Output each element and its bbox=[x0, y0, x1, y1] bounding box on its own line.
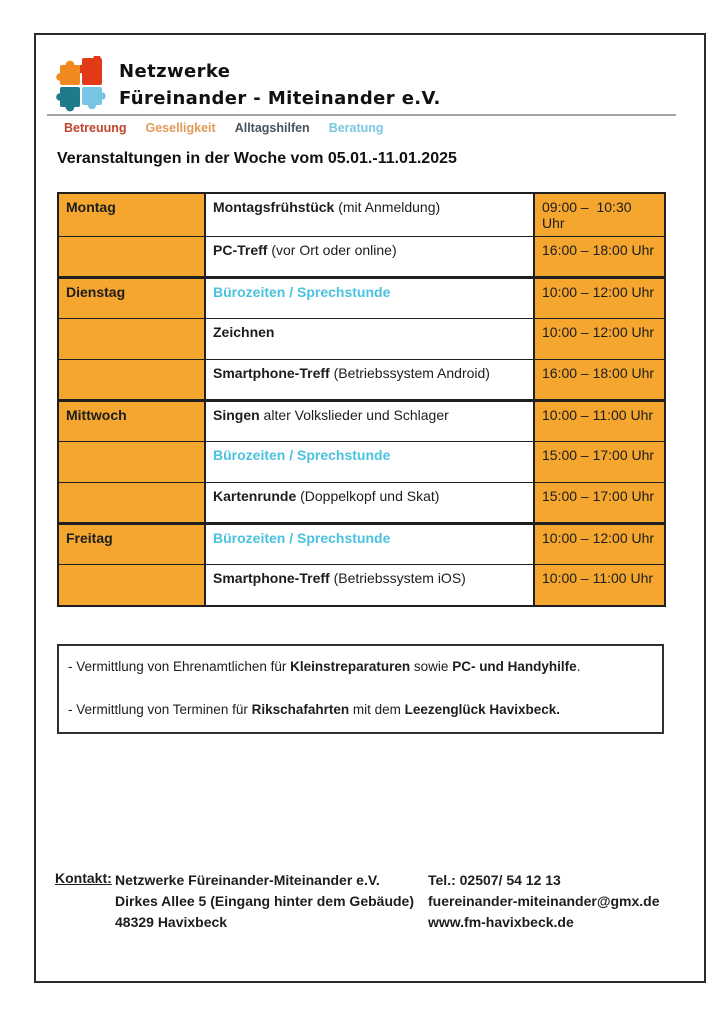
time-cell: 10:00 – 11:00 Uhr bbox=[534, 401, 665, 442]
activity-title: Bürozeiten / Sprechstunde bbox=[213, 447, 391, 463]
day-cell: Freitag bbox=[58, 524, 205, 565]
time-cell: 16:00 – 18:00 Uhr bbox=[534, 237, 665, 278]
table-row bbox=[58, 319, 665, 360]
time-cell: 15:00 – 17:00 Uhr bbox=[534, 483, 665, 524]
time-cell: 15:00 – 17:00 Uhr bbox=[534, 442, 665, 483]
activity-cell bbox=[205, 278, 534, 319]
contact-org: Netzwerke Füreinander-Miteinander e.V. bbox=[115, 872, 380, 888]
org-title-line1: Netzwerke bbox=[119, 61, 231, 82]
activity-detail: (vor Ort oder online) bbox=[267, 242, 397, 258]
activity-title: Montagsfrühstück bbox=[213, 199, 335, 215]
service-text: . bbox=[576, 659, 581, 674]
contact-street: Dirkes Allee 5 (Eingang hinter dem Gebäude) bbox=[115, 893, 414, 909]
table-row bbox=[58, 193, 665, 237]
table-row bbox=[58, 237, 665, 278]
activity-cell bbox=[205, 237, 534, 278]
org-title-line2: Füreinander - Miteinander e.V. bbox=[119, 88, 441, 109]
table-row bbox=[58, 524, 665, 565]
activity-title: Smartphone-Treff bbox=[213, 365, 330, 381]
day-cell bbox=[58, 483, 205, 524]
activity-title: Smartphone-Treff bbox=[213, 570, 330, 586]
contact-address bbox=[115, 870, 414, 933]
activity-detail: (mit Anmeldung) bbox=[334, 199, 441, 215]
service-line-rikscha bbox=[68, 701, 653, 718]
activity-detail: (Betriebssystem Android) bbox=[329, 365, 490, 381]
page-title: Veranstaltungen in der Woche vom 05.01.-11.01.2025 bbox=[57, 150, 457, 167]
service-text-bold: Rikschafahrten bbox=[251, 702, 350, 717]
activity-cell bbox=[205, 401, 534, 442]
activity-detail: (Doppelkopf und Skat) bbox=[296, 488, 440, 504]
service-text: - Vermittlung von Ehrenamtlichen für bbox=[68, 659, 291, 674]
activity-cell bbox=[205, 442, 534, 483]
time-cell: 10:00 – 12:00 Uhr bbox=[534, 524, 665, 565]
services-box bbox=[57, 644, 664, 734]
service-text: mit dem bbox=[349, 702, 405, 717]
day-cell bbox=[58, 237, 205, 278]
schedule-table bbox=[57, 192, 666, 607]
service-text: sowie bbox=[410, 659, 453, 674]
contact-email: fuereinander-miteinander@gmx.de bbox=[428, 893, 660, 909]
contact-details bbox=[428, 870, 659, 933]
service-text-bold: Leezenglück Havixbeck. bbox=[404, 702, 560, 717]
activity-title: Zeichnen bbox=[213, 324, 275, 340]
day-cell: Dienstag bbox=[58, 278, 205, 319]
time-cell: 16:00 – 18:00 Uhr bbox=[534, 360, 665, 401]
activity-title: Bürozeiten / Sprechstunde bbox=[213, 530, 391, 546]
org-title bbox=[119, 58, 441, 112]
day-cell bbox=[58, 360, 205, 401]
activity-cell bbox=[205, 360, 534, 401]
service-line-repairs bbox=[68, 658, 653, 675]
table-row bbox=[58, 483, 665, 524]
activity-cell bbox=[205, 319, 534, 360]
category-row bbox=[64, 121, 384, 135]
contact-web: www.fm-havixbeck.de bbox=[428, 914, 574, 930]
activity-title: Kartenrunde bbox=[213, 488, 297, 504]
activity-cell bbox=[205, 565, 534, 606]
contact-label: Kontakt: bbox=[55, 870, 112, 886]
activity-title: PC-Treff bbox=[213, 242, 268, 258]
day-cell: Montag bbox=[58, 193, 205, 237]
day-cell bbox=[58, 565, 205, 606]
service-text-bold: PC- und Handyhilfe bbox=[452, 659, 577, 674]
header-divider bbox=[47, 114, 676, 116]
category-beratung: Beratung bbox=[328, 121, 384, 135]
puzzle-logo-icon bbox=[56, 56, 110, 114]
activity-cell bbox=[205, 483, 534, 524]
time-cell: 10:00 – 12:00 Uhr bbox=[534, 319, 665, 360]
category-geselligkeit: Geselligkeit bbox=[145, 121, 216, 135]
contact-phone: Tel.: 02507/ 54 12 13 bbox=[428, 872, 561, 888]
activity-title: Bürozeiten / Sprechstunde bbox=[213, 284, 391, 300]
category-betreuung: Betreuung bbox=[64, 121, 127, 135]
time-cell: 10:00 – 12:00 Uhr bbox=[534, 278, 665, 319]
day-cell: Mittwoch bbox=[58, 401, 205, 442]
day-cell bbox=[58, 319, 205, 360]
service-text-bold: Kleinstreparaturen bbox=[290, 659, 411, 674]
activity-detail: (Betriebssystem iOS) bbox=[329, 570, 466, 586]
service-text: - Vermittlung von Terminen für bbox=[68, 702, 252, 717]
category-alltagshilfen: Alltagshilfen bbox=[234, 121, 310, 135]
activity-cell bbox=[205, 193, 534, 237]
activity-detail: alter Volkslieder und Schlager bbox=[259, 407, 449, 423]
activity-title: Singen bbox=[213, 407, 260, 423]
time-cell: 09:00 – 10:30 Uhr bbox=[534, 193, 665, 237]
table-row bbox=[58, 278, 665, 319]
table-row bbox=[58, 401, 665, 442]
time-cell: 10:00 – 11:00 Uhr bbox=[534, 565, 665, 606]
table-row bbox=[58, 442, 665, 483]
day-cell bbox=[58, 442, 205, 483]
contact-city: 48329 Havixbeck bbox=[115, 914, 228, 930]
table-row bbox=[58, 360, 665, 401]
table-row bbox=[58, 565, 665, 606]
activity-cell bbox=[205, 524, 534, 565]
